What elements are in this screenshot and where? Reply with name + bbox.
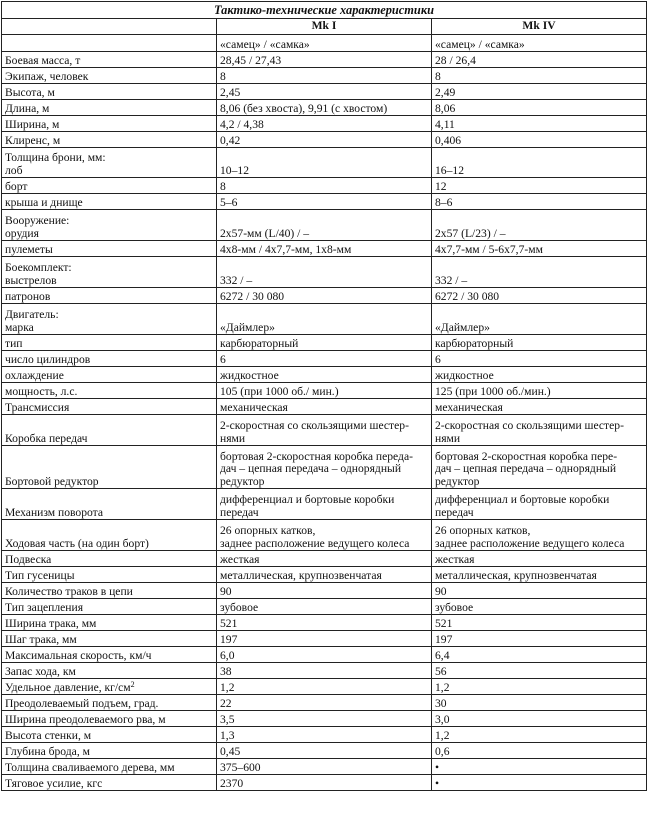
row-label: Экипаж, человек <box>2 68 217 84</box>
row-label: Глубина брода, м <box>2 743 217 759</box>
row-label: Ширина, м <box>2 116 217 132</box>
row-value-mk4: механическая <box>432 399 647 415</box>
row-value-mk1: 6 <box>217 351 432 367</box>
table-row <box>2 100 647 116</box>
table-row <box>2 383 647 399</box>
row-value-mk4: 8,06 <box>432 100 647 116</box>
row-value-mk4: металлическая, крупнозвенчатая <box>432 567 647 583</box>
row-label: Максимальная скорость, км/ч <box>2 647 217 663</box>
row-label-text: Удельное давление, кг/см <box>5 680 131 694</box>
row-value-mk4: 521 <box>432 615 647 631</box>
table-row <box>2 551 647 567</box>
table-row <box>2 335 647 351</box>
row-value-mk1: 1,2 <box>217 679 432 695</box>
row-value-mk4: 2x57 (L/23) / – <box>432 210 647 241</box>
row-value-mk1: 28,45 / 27,43 <box>217 52 432 68</box>
row-value-mk1: 2,45 <box>217 84 432 100</box>
table-row <box>2 148 647 178</box>
row-value-mk4: • <box>432 759 647 775</box>
row-label: Высота, м <box>2 84 217 100</box>
row-label: Высота стенки, м <box>2 727 217 743</box>
row-label: Боевая масса, т <box>2 52 217 68</box>
row-label: Тяговое усилие, кгс <box>2 775 217 791</box>
table-row <box>2 68 647 84</box>
table-row <box>2 84 647 100</box>
row-value-mk1: 2370 <box>217 775 432 791</box>
row-value-mk4: 28 / 26,4 <box>432 52 647 68</box>
row-label: Бортовой редуктор <box>2 446 217 489</box>
row-value-mk4: 4x7,7-мм / 5-6x7,7-мм <box>432 241 647 257</box>
table-row <box>2 695 647 711</box>
row-value-mk1: 197 <box>217 631 432 647</box>
table-row <box>2 727 647 743</box>
row-value-mk4: 1,2 <box>432 727 647 743</box>
table-row <box>2 679 647 695</box>
row-label: патронов <box>2 288 217 304</box>
row-value-mk4: жидкостное <box>432 367 647 383</box>
table-row <box>2 647 647 663</box>
row-value-mk4: дифференциал и бортовые коробки передач <box>432 489 647 520</box>
row-label: Количество траков в цепи <box>2 583 217 599</box>
variants-label <box>2 35 217 52</box>
row-value-mk4: • <box>432 775 647 791</box>
row-value-mk4: 1,2 <box>432 679 647 695</box>
table-row <box>2 351 647 367</box>
row-label: Коробка передач <box>2 415 217 446</box>
row-value-mk4: 56 <box>432 663 647 679</box>
row-label: тип <box>2 335 217 351</box>
row-label-superscript: 2 <box>130 679 135 689</box>
row-label: Подвеска <box>2 551 217 567</box>
row-value-mk4: зубовое <box>432 599 647 615</box>
row-value-mk4: 8–6 <box>432 194 647 210</box>
table-row <box>2 399 647 415</box>
row-value-mk1: бортовая 2-скоростная коробка переда- дач – цепная передача – однорядный редуктор <box>217 446 432 489</box>
row-value-mk4: 12 <box>432 178 647 194</box>
table-row <box>2 367 647 383</box>
row-label: Механизм поворота <box>2 489 217 520</box>
row-value-mk4: 16–12 <box>432 148 647 178</box>
header-mk1: Mk I <box>217 19 432 35</box>
row-value-mk1: 6272 / 30 080 <box>217 288 432 304</box>
row-label: борт <box>2 178 217 194</box>
table-row <box>2 446 647 489</box>
table-row <box>2 288 647 304</box>
row-value-mk4: 2,49 <box>432 84 647 100</box>
row-label: Вооружение: орудия <box>2 210 217 241</box>
row-value-mk1: жесткая <box>217 551 432 567</box>
table-row <box>2 567 647 583</box>
row-value-mk1: 105 (при 1000 об./ мин.) <box>217 383 432 399</box>
row-value-mk1: дифференциал и бортовые коробки передач <box>217 489 432 520</box>
row-label: Длина, м <box>2 100 217 116</box>
table-row <box>2 178 647 194</box>
table-row <box>2 743 647 759</box>
row-value-mk4: 90 <box>432 583 647 599</box>
row-label: Толщина брони, мм: лоб <box>2 148 217 178</box>
table-row <box>2 599 647 615</box>
row-value-mk4: 197 <box>432 631 647 647</box>
row-value-mk4: 26 опорных катков, заднее расположение ведущего колеса <box>432 520 647 551</box>
row-value-mk1: 38 <box>217 663 432 679</box>
row-value-mk1: 4x8-мм / 4x7,7-мм, 1x8-мм <box>217 241 432 257</box>
table-row <box>2 116 647 132</box>
row-value-mk1: 4,2 / 4,38 <box>217 116 432 132</box>
table-row <box>2 304 647 335</box>
row-label: Двигатель: марка <box>2 304 217 335</box>
row-value-mk4: 0,406 <box>432 132 647 148</box>
table-row <box>2 615 647 631</box>
table-row <box>2 520 647 551</box>
row-label: крыша и днище <box>2 194 217 210</box>
table-row <box>2 711 647 727</box>
row-label: Боекомплект: выстрелов <box>2 257 217 288</box>
row-label: число цилиндров <box>2 351 217 367</box>
row-value-mk1: 2x57-мм (L/40) / – <box>217 210 432 241</box>
table-title-row <box>2 2 647 19</box>
row-label: Ходовая часть (на один борт) <box>2 520 217 551</box>
table-header-row <box>2 19 647 35</box>
row-value-mk1: 5–6 <box>217 194 432 210</box>
table-row <box>2 241 647 257</box>
table-row <box>2 194 647 210</box>
row-value-mk1: 2-скоростная со скользящими шестер- нями <box>217 415 432 446</box>
row-label: Тип гусеницы <box>2 567 217 583</box>
row-value-mk4: 3,0 <box>432 711 647 727</box>
table-title: Тактико-технические характеристики <box>2 2 647 19</box>
row-value-mk1: 26 опорных катков, заднее расположение ведущего колеса <box>217 520 432 551</box>
row-value-mk1: 0,45 <box>217 743 432 759</box>
table-row <box>2 631 647 647</box>
row-label: Преодолеваемый подъем, град. <box>2 695 217 711</box>
row-label: Тип зацепления <box>2 599 217 615</box>
row-value-mk4: 125 (при 1000 об./мин.) <box>432 383 647 399</box>
row-value-mk4: 0,6 <box>432 743 647 759</box>
row-value-mk1: металлическая, крупнозвенчатая <box>217 567 432 583</box>
row-value-mk4: 4,11 <box>432 116 647 132</box>
row-value-mk1: 8 <box>217 68 432 84</box>
row-label: Шаг трака, мм <box>2 631 217 647</box>
row-value-mk4: 8 <box>432 68 647 84</box>
row-value-mk4: жесткая <box>432 551 647 567</box>
table-row <box>2 415 647 446</box>
row-label: Трансмиссия <box>2 399 217 415</box>
row-label: Запас хода, км <box>2 663 217 679</box>
table-row <box>2 775 647 791</box>
variants-mk4: «самец» / «самка» <box>432 35 647 52</box>
row-value-mk1: 375–600 <box>217 759 432 775</box>
row-label: Клиренс, м <box>2 132 217 148</box>
spec-table <box>1 1 647 791</box>
variants-mk1: «самец» / «самка» <box>217 35 432 52</box>
table-row <box>2 210 647 241</box>
row-value-mk1: карбюраторный <box>217 335 432 351</box>
row-value-mk1: 332 / – <box>217 257 432 288</box>
row-value-mk4: 6 <box>432 351 647 367</box>
row-value-mk1: 8 <box>217 178 432 194</box>
row-label: мощность, л.с. <box>2 383 217 399</box>
row-value-mk1: 1,3 <box>217 727 432 743</box>
row-value-mk1: жидкостное <box>217 367 432 383</box>
row-label <box>2 679 217 695</box>
table-row <box>2 52 647 68</box>
spec-table-body <box>2 2 647 791</box>
row-value-mk4: 30 <box>432 695 647 711</box>
row-label: Ширина преодолеваемого рва, м <box>2 711 217 727</box>
row-value-mk1: 22 <box>217 695 432 711</box>
row-value-mk4: «Даймлер» <box>432 304 647 335</box>
row-value-mk1: «Даймлер» <box>217 304 432 335</box>
row-value-mk4: 2-скоростная со скользящими шестер- нями <box>432 415 647 446</box>
row-value-mk1: 6,0 <box>217 647 432 663</box>
row-label: Толщина сваливаемого дерева, мм <box>2 759 217 775</box>
row-value-mk1: 10–12 <box>217 148 432 178</box>
header-mk4: Mk IV <box>432 19 647 35</box>
table-row <box>2 257 647 288</box>
row-value-mk1: механическая <box>217 399 432 415</box>
table-row <box>2 132 647 148</box>
table-row <box>2 583 647 599</box>
table-row <box>2 489 647 520</box>
table-row <box>2 759 647 775</box>
row-value-mk4: бортовая 2-скоростная коробка пере- дач – цепная передача – однорядный редуктор <box>432 446 647 489</box>
row-value-mk1: 3,5 <box>217 711 432 727</box>
row-label: пулеметы <box>2 241 217 257</box>
row-label: охлаждение <box>2 367 217 383</box>
row-value-mk4: 6,4 <box>432 647 647 663</box>
row-label: Ширина трака, мм <box>2 615 217 631</box>
row-value-mk1: 90 <box>217 583 432 599</box>
row-value-mk4: 332 / – <box>432 257 647 288</box>
row-value-mk1: зубовое <box>217 599 432 615</box>
row-value-mk1: 521 <box>217 615 432 631</box>
row-value-mk1: 8,06 (без хвоста), 9,91 (с хвостом) <box>217 100 432 116</box>
table-row <box>2 663 647 679</box>
variants-row <box>2 35 647 52</box>
row-value-mk4: карбюраторный <box>432 335 647 351</box>
row-value-mk4: 6272 / 30 080 <box>432 288 647 304</box>
header-empty <box>2 19 217 35</box>
row-value-mk1: 0,42 <box>217 132 432 148</box>
spec-page <box>1 1 647 791</box>
